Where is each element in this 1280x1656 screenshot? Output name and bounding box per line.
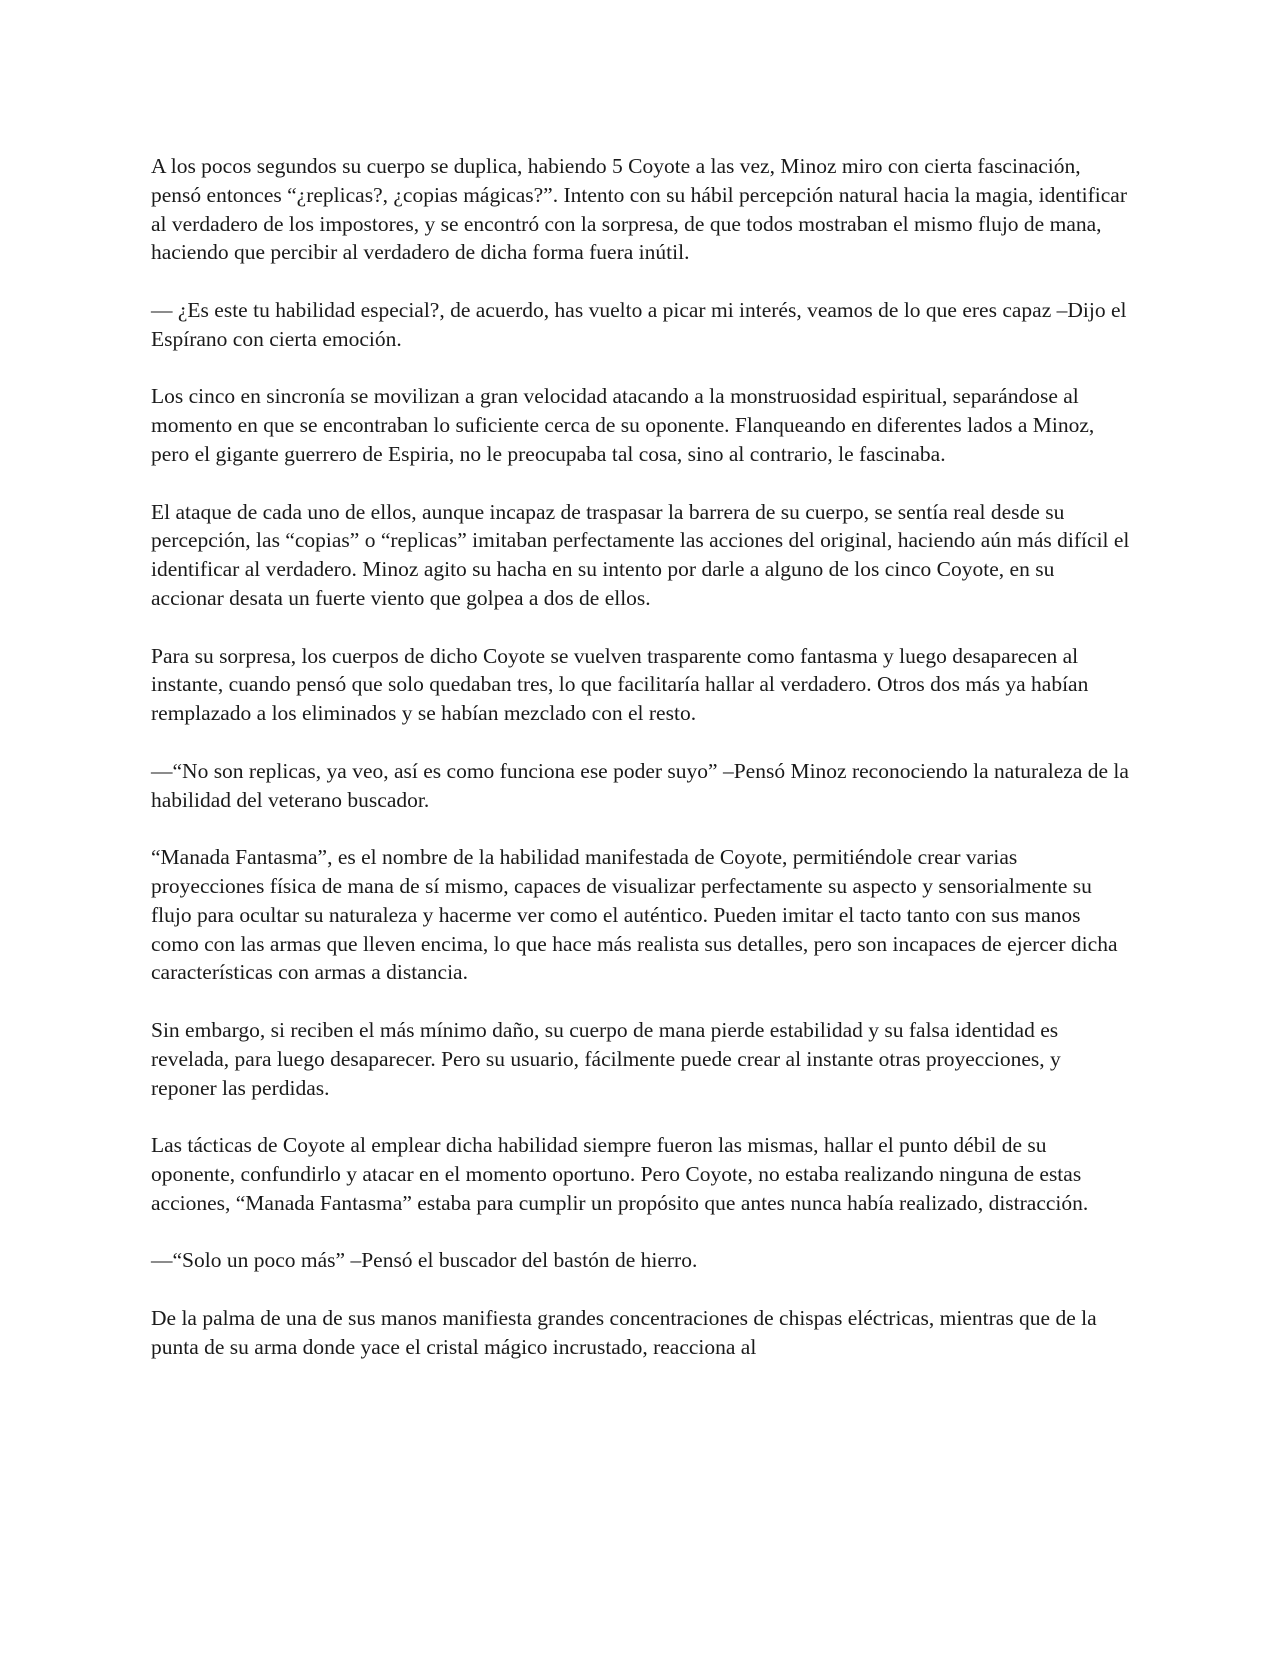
paragraph-1: A los pocos segundos su cuerpo se duplica, habiendo 5 Coyote a las vez, Minoz miro con cierta fascinación, pensó entonces “¿replicas?, ¿copias mágicas?”. Intento con su hábil percepción natural hacia la magia, identificar al verdadero de los impostores, y se encontró con la sorpresa, de que todos mostraban el mismo flujo de mana, haciendo que percibir al verdadero de dicha forma fuera inútil. <box>151 154 1128 265</box>
paragraph-9: Las tácticas de Coyote al emplear dicha habilidad siempre fueron las mismas, hallar el punto débil de su oponente, confundirlo y atacar en el momento oportuno. Pero Coyote, no estaba realizando ninguna de estas acciones, “Manada Fantasma” estaba para cumplir un propósito que antes nunca había realizado, distracción. <box>151 1133 1089 1215</box>
paragraph-2: — ¿Es este tu habilidad especial?, de acuerdo, has vuelto a picar mi interés, veamos de lo que eres capaz –Dijo el Espírano con cierta emoción. <box>151 297 1127 351</box>
paragraph-10: —“Solo un poco más” –Pensó el buscador del bastón de hierro. <box>151 1248 698 1273</box>
paragraph-5: Para su sorpresa, los cuerpos de dicho Coyote se vuelven trasparente como fantasma y luego desaparecen al instante, cuando pensó que solo quedaban tres, lo que facilitaría hallar al verdadero. Otros dos más ya habían remplazado a los eliminados y se habían mezclado con el resto. <box>151 643 1089 726</box>
paragraph-7: “Manada Fantasma”, es el nombre de la habilidad manifestada de Coyote, permitiéndole crear varias proyecciones física de mana de sí mismo, capaces de visualizar perfectamente su aspecto y sensorialmente su flujo para ocultar su naturaleza y hacerme ver como el auténtico. Pueden imitar el tacto tanto con sus manos como con las armas que lleven encima, lo que hace más realista sus detalles, pero son incapaces de ejercer dicha características con armas a distancia. <box>151 845 1118 985</box>
paragraph-8: Sin embargo, si reciben el más mínimo daño, su cuerpo de mana pierde estabilidad y su falsa identidad es revelada, para luego desaparecer. Pero su usuario, fácilmente puede crear al instante otras proyecciones, y reponer las perdidas. <box>151 1017 1061 1100</box>
paragraph-11: De la palma de una de sus manos manifiesta grandes concentraciones de chispas eléctricas, mientras que de la punta de su arma donde yace el cristal mágico incrustado, reacciona al <box>151 1305 1097 1359</box>
paragraph-3: Los cinco en sincronía se movilizan a gran velocidad atacando a la monstruosidad espiritual, separándose al momento en que se encontraban lo suficiente cerca de su oponente. Flanqueando en diferentes lados a Minoz, pero el gigante guerrero de Espiria, no le preocupaba tal cosa, sino al contrario, le fascinaba. <box>151 384 1095 466</box>
document-page <box>151 152 1131 1361</box>
paragraph-4: El ataque de cada uno de ellos, aunque incapaz de traspasar la barrera de su cuerpo, se sentía real desde su percepción, las “copias” o “replicas” imitaban perfectamente las acciones del original, haciendo aún más difícil el identificar al verdadero. Minoz agito su hacha en su intento por darle a alguno de los cinco Coyote, en su accionar desata un fuerte viento que golpea a dos de ellos. <box>151 499 1130 610</box>
paragraph-6: —“No son replicas, ya veo, así es como funciona ese poder suyo” –Pensó Minoz reconociendo la naturaleza de la habilidad del veterano buscador. <box>151 758 1129 812</box>
